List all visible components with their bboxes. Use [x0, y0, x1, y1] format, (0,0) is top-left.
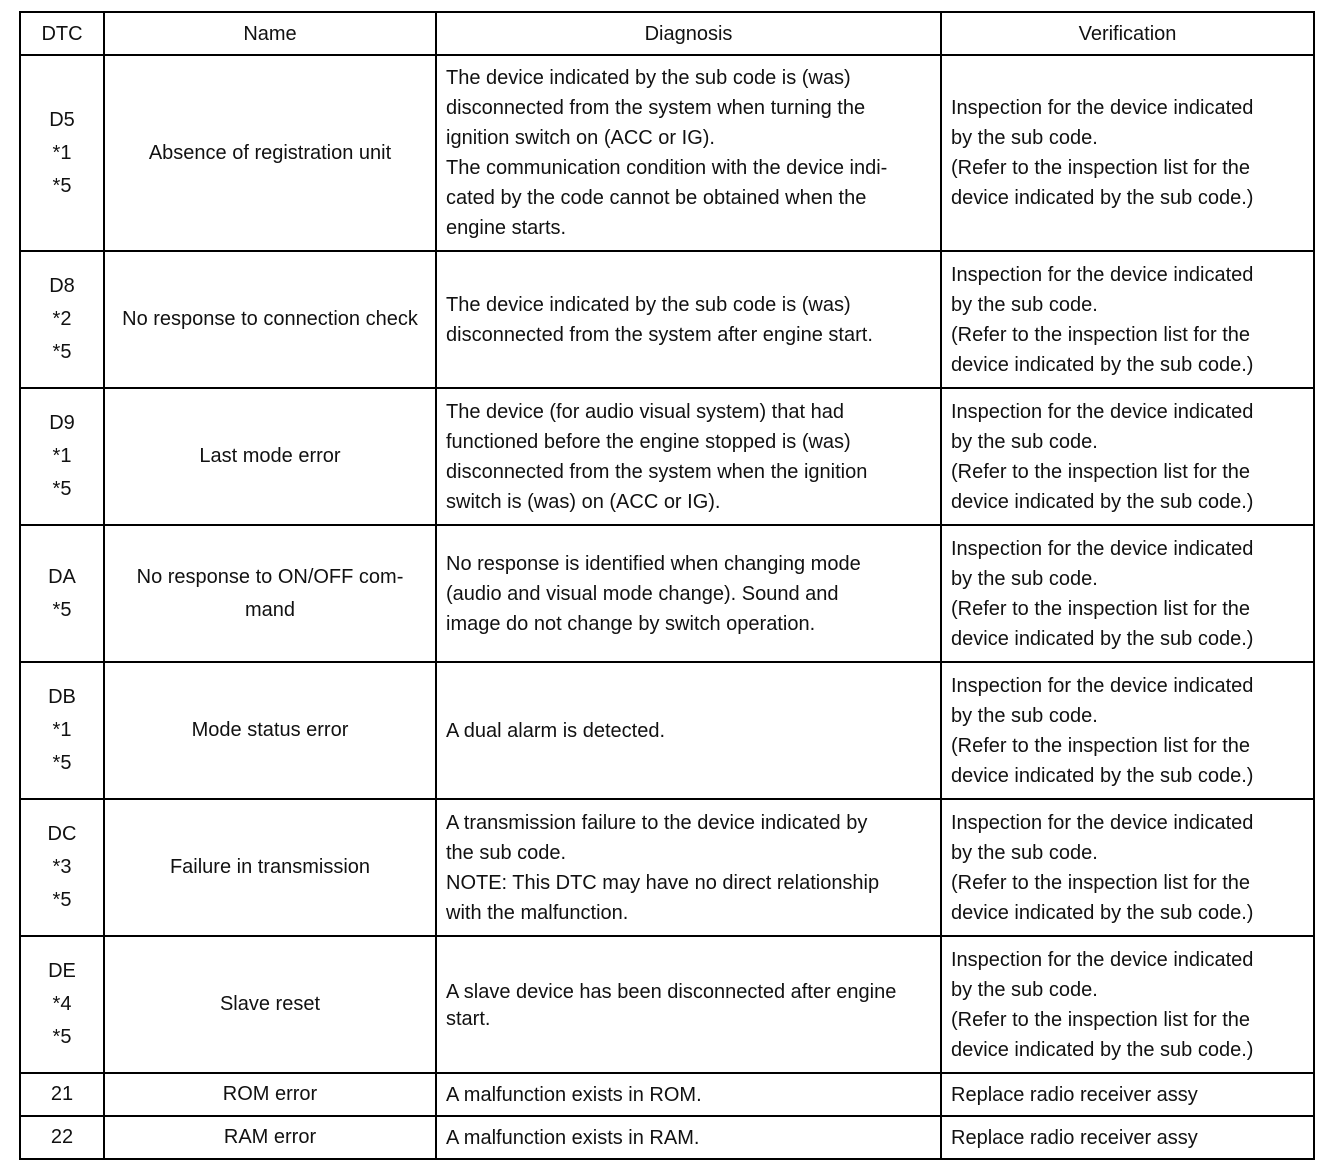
verification-line: Inspection for the device indicated — [951, 263, 1254, 286]
table-row — [20, 936, 1314, 1073]
diagnosis-line: start. — [446, 1008, 491, 1030]
verification-line: by the sub code. — [951, 841, 1098, 864]
dtc-diagnosis — [436, 525, 941, 662]
dtc-verification — [941, 936, 1314, 1073]
diagnosis-line: cated by the code cannot be obtained when the — [446, 187, 867, 209]
dtc-name: Last mode error — [104, 388, 436, 525]
table-row — [20, 1116, 1314, 1159]
header-diagnosis: Diagnosis — [436, 12, 941, 55]
table-row — [20, 55, 1314, 251]
verification-line: by the sub code. — [951, 430, 1098, 453]
diagnosis-line: image do not change by switch operation. — [446, 612, 816, 635]
diagnosis-line: A malfunction exists in ROM. — [446, 1083, 702, 1106]
verification-line: (Refer to the inspection list for the — [951, 323, 1251, 346]
diagnosis-line: engine starts. — [446, 217, 567, 239]
verification-line: device indicated by the sub code.) — [951, 353, 1254, 376]
diagnosis-line: The device indicated by the sub code is (was) — [446, 293, 851, 316]
diagnosis-line: (audio and visual mode change). Sound and — [446, 582, 839, 605]
dtc-name: No response to connection check — [104, 251, 436, 388]
verification-line: by the sub code. — [951, 567, 1098, 590]
verification-line: by the sub code. — [951, 127, 1098, 149]
dtc-diagnosis — [436, 662, 941, 799]
header-dtc: DTC — [20, 12, 104, 55]
diagnosis-line: functioned before the engine stopped is (was) — [446, 430, 851, 453]
dtc-code: DE *4 *5 — [20, 936, 104, 1073]
verification-line: by the sub code. — [951, 293, 1098, 316]
diagnosis-line: disconnected from the system when turning the — [446, 97, 866, 119]
verification-line: (Refer to the inspection list for the — [951, 1008, 1251, 1031]
verification-line: (Refer to the inspection list for the — [951, 597, 1251, 620]
dtc-diagnosis — [436, 1073, 941, 1116]
dtc-diagnosis — [436, 251, 941, 388]
table-row — [20, 251, 1314, 388]
diagnosis-line: ignition switch on (ACC or IG). — [446, 127, 715, 149]
dtc-diagnosis — [436, 388, 941, 525]
table-row — [20, 1073, 1314, 1116]
dtc-verification — [941, 251, 1314, 388]
verification-line: device indicated by the sub code.) — [951, 490, 1254, 513]
table-row — [20, 799, 1314, 936]
verification-line: by the sub code. — [951, 704, 1098, 727]
header-name: Name — [104, 12, 436, 55]
header-verification: Verification — [941, 12, 1314, 55]
dtc-table — [19, 11, 1315, 1160]
dtc-verification — [941, 662, 1314, 799]
verification-line: (Refer to the inspection list for the — [951, 734, 1251, 757]
dtc-code: D9 *1 *5 — [20, 388, 104, 525]
dtc-code: 21 — [20, 1073, 104, 1116]
verification-line: Inspection for the device indicated — [951, 811, 1254, 834]
verification-line: (Refer to the inspection list for the — [951, 157, 1251, 179]
table-row — [20, 662, 1314, 799]
diagnosis-line: A slave device has been disconnected after engine — [446, 981, 897, 1003]
diagnosis-line: The device (for audio visual system) that had — [446, 400, 844, 423]
verification-line: (Refer to the inspection list for the — [951, 460, 1251, 483]
verification-line: by the sub code. — [951, 978, 1098, 1001]
dtc-verification — [941, 799, 1314, 936]
verification-line: device indicated by the sub code.) — [951, 1038, 1254, 1061]
diagnosis-line: switch is (was) on (ACC or IG). — [446, 490, 721, 513]
dtc-code: DB *1 *5 — [20, 662, 104, 799]
table-body — [20, 55, 1314, 1159]
verification-line: device indicated by the sub code.) — [951, 187, 1254, 209]
verification-line: (Refer to the inspection list for the — [951, 871, 1251, 894]
dtc-name: Absence of registration unit — [104, 55, 436, 251]
dtc-name: No response to ON/OFF com-mand — [104, 525, 436, 662]
dtc-verification — [941, 388, 1314, 525]
verification-line: Inspection for the device indicated — [951, 674, 1254, 697]
diagnosis-line: disconnected from the system after engine start. — [446, 323, 873, 346]
dtc-diagnosis — [436, 55, 941, 251]
dtc-code: D8 *2 *5 — [20, 251, 104, 388]
diagnosis-line: NOTE: This DTC may have no direct relationship — [446, 871, 880, 894]
dtc-verification — [941, 1073, 1314, 1116]
verification-line: Inspection for the device indicated — [951, 400, 1254, 423]
dtc-name: RAM error — [104, 1116, 436, 1159]
verification-line: Inspection for the device indicated — [951, 97, 1254, 119]
diagnosis-line: with the malfunction. — [446, 901, 629, 924]
diagnosis-line: A transmission failure to the device indicated by — [446, 811, 868, 834]
dtc-verification — [941, 525, 1314, 662]
verification-line: Inspection for the device indicated — [951, 537, 1254, 560]
verification-line: device indicated by the sub code.) — [951, 764, 1254, 787]
table-row — [20, 388, 1314, 525]
dtc-verification — [941, 55, 1314, 251]
dtc-code: 22 — [20, 1116, 104, 1159]
verification-line: Replace radio receiver assy — [951, 1126, 1198, 1149]
diagnosis-line: the sub code. — [446, 841, 567, 864]
dtc-code: DA *5 — [20, 525, 104, 662]
diagnosis-line: disconnected from the system when the ignition — [446, 460, 868, 483]
diagnosis-line: The communication condition with the device indi- — [446, 157, 888, 179]
dtc-name: Slave reset — [104, 936, 436, 1073]
dtc-diagnosis — [436, 799, 941, 936]
dtc-verification — [941, 1116, 1314, 1159]
verification-line: Inspection for the device indicated — [951, 948, 1254, 971]
dtc-name: Mode status error — [104, 662, 436, 799]
table-row — [20, 525, 1314, 662]
diagnosis-line: A dual alarm is detected. — [446, 719, 666, 742]
dtc-code: DC *3 *5 — [20, 799, 104, 936]
diagnosis-line: A malfunction exists in RAM. — [446, 1126, 700, 1149]
verification-line: device indicated by the sub code.) — [951, 627, 1254, 650]
dtc-diagnosis — [436, 1116, 941, 1159]
dtc-name: ROM error — [104, 1073, 436, 1116]
table-header-row — [20, 12, 1314, 55]
verification-line: device indicated by the sub code.) — [951, 901, 1254, 924]
verification-line: Replace radio receiver assy — [951, 1083, 1198, 1106]
dtc-diagnosis — [436, 936, 941, 1073]
diagnosis-line: The device indicated by the sub code is (was) — [446, 67, 851, 89]
diagnosis-line: No response is identified when changing mode — [446, 552, 861, 575]
dtc-name: Failure in transmission — [104, 799, 436, 936]
dtc-code: D5 *1 *5 — [20, 55, 104, 251]
